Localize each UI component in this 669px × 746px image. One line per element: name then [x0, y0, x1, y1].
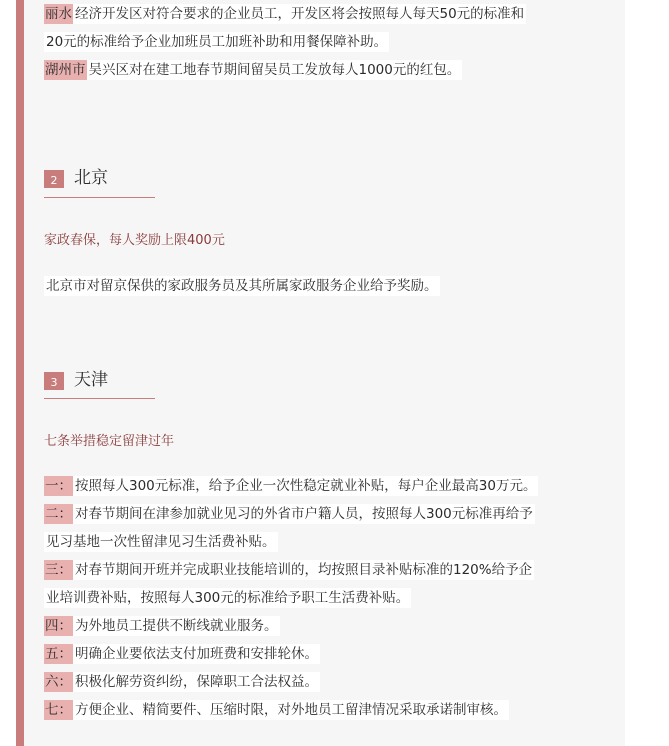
- item-label: 一：: [45, 478, 72, 494]
- item-label: 五：: [45, 646, 72, 662]
- section-subtitle: 七条举措稳定留津过年: [44, 434, 175, 449]
- section-number: 3: [44, 372, 64, 390]
- city-highlight: 湖州市: [45, 62, 86, 78]
- section-title: 北京: [74, 168, 108, 188]
- item-label: 三：: [45, 562, 72, 578]
- section-heading-beijing: [44, 163, 108, 188]
- list-item: 五： 明确企业要依法支付加班费和安排轮休。: [45, 646, 318, 662]
- city-highlight: 丽水: [45, 6, 72, 22]
- list-item-continuation: 见习基地一次性留津见习生活费补贴。: [46, 534, 276, 550]
- list-item: 一： 按照每人300元标准，给予企业一次性稳定就业补贴，每户企业最高30万元。: [45, 478, 537, 494]
- intro-line-1: 丽水 经济开发区对符合要求的企业员工，开发区将会按照每人每天50元的标准和: [45, 6, 525, 22]
- section-title: 天津: [74, 370, 108, 390]
- section-subtitle: 家政春保，每人奖励上限400元: [44, 233, 225, 248]
- intro-line-3: 湖州市 吴兴区对在建工地春节期间留吴员工发放每人1000元的红包。: [45, 62, 461, 78]
- section-divider: [44, 197, 155, 198]
- section-heading-tianjin: [44, 365, 108, 390]
- item-label: 六：: [45, 674, 72, 690]
- list-item: 四： 为外地员工提供不断线就业服务。: [45, 618, 278, 634]
- item-label: 七：: [45, 702, 72, 718]
- item-label: 四：: [45, 618, 72, 634]
- list-item: 七： 方便企业、精简要件、压缩时限，对外地员工留津情况采取承诺制审核。: [45, 702, 507, 718]
- left-accent-bar: [16, 0, 24, 746]
- list-item-continuation: 业培训费补贴，按照每人300元的标准给予职工生活费补贴。: [46, 590, 410, 606]
- list-item: 二： 对春节期间在津参加就业见习的外省市户籍人员，按照每人300元标准再给予: [45, 506, 533, 522]
- section-number: 2: [44, 170, 64, 188]
- item-label: 二：: [45, 506, 72, 522]
- list-item: 三： 对春节期间开班并完成职业技能培训的，均按照目录补贴标准的120%给予企: [45, 562, 533, 578]
- paragraph: 北京市对留京保供的家政服务员及其所属家政服务企业给予奖励。: [46, 278, 438, 294]
- section-divider: [44, 398, 155, 399]
- list-item: 六： 积极化解劳资纠纷，保障职工合法权益。: [45, 674, 318, 690]
- intro-line-2: 20元的标准给予企业加班员工加班补助和用餐保障补助。: [46, 34, 388, 50]
